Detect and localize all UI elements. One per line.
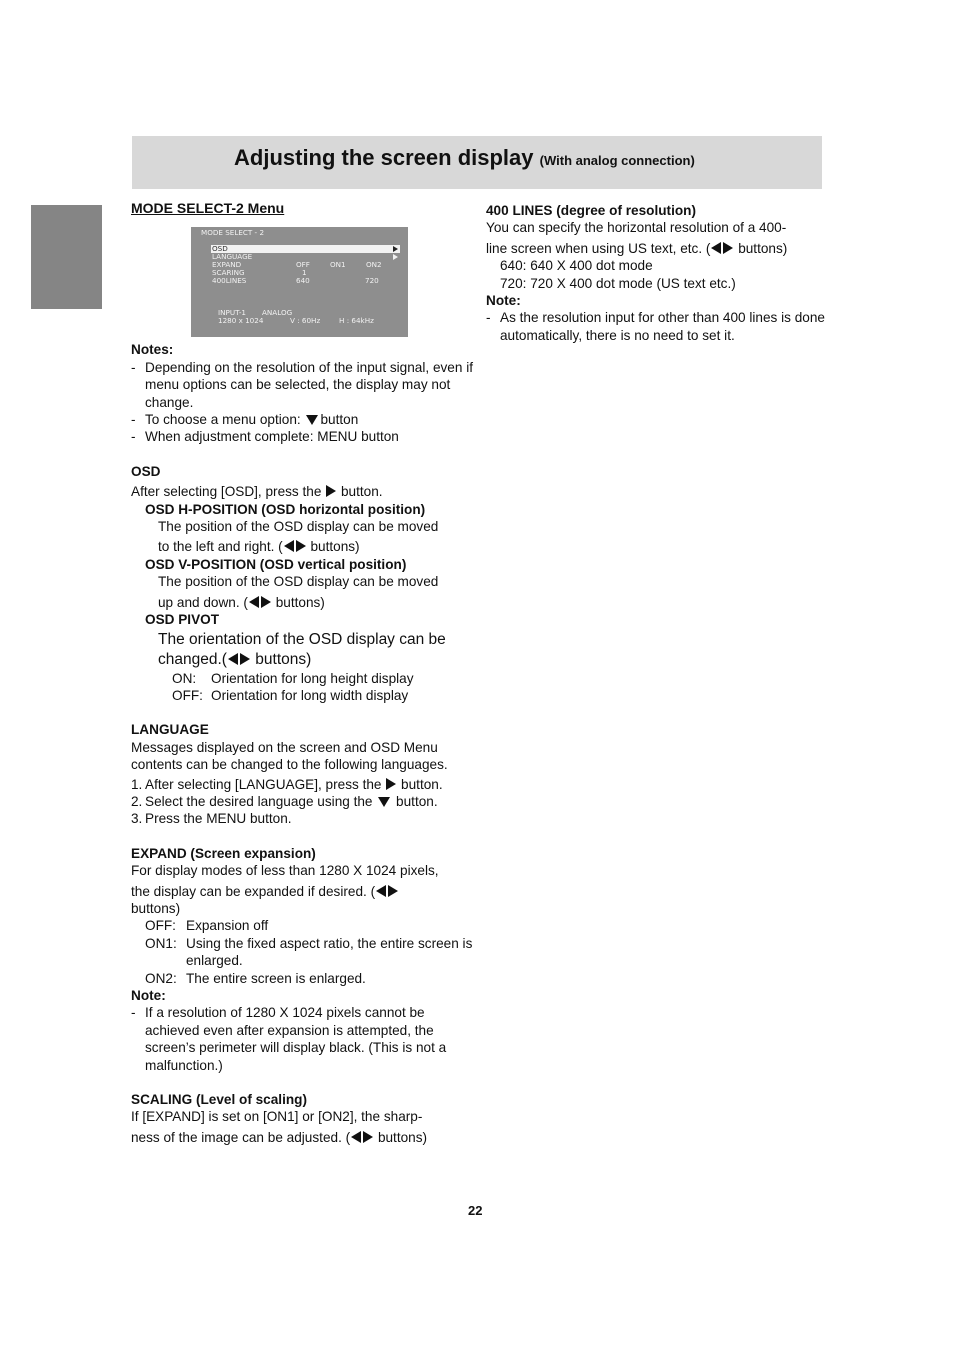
right-column — [486, 200, 826, 344]
title-subtitle: (With analog connection) — [539, 153, 695, 168]
step-text: After selecting [LANGUAGE], press the — [145, 776, 382, 792]
pivot-text-part: changed.( — [158, 650, 227, 668]
note-text: To choose a menu option: — [145, 412, 301, 428]
expand-option — [131, 917, 476, 934]
lines-option: 640: 640 X 400 dot mode — [500, 258, 653, 274]
osd-item-expand: EXPAND — [212, 260, 242, 270]
scaling-heading: SCALING (Level of scaling) — [131, 1092, 307, 1108]
language-step — [131, 793, 476, 810]
osd-intro — [131, 483, 476, 500]
expand-text — [131, 883, 476, 900]
option-label: ON1: — [145, 935, 177, 951]
osd-item-language: LANGUAGE — [212, 252, 253, 262]
step-number: 3. — [131, 811, 143, 827]
option-text: Expansion off — [186, 918, 269, 934]
osd-item-400lines: 400LINES — [212, 276, 247, 286]
osd-intro-text: button. — [340, 484, 383, 500]
osd-input: INPUT-1 — [218, 308, 246, 318]
osd-menu-illustration — [191, 227, 408, 337]
left-arrow-icon — [376, 885, 386, 897]
left-arrow-icon — [249, 596, 259, 608]
note-item: - When adjustment complete: MENU button — [131, 428, 476, 445]
scaling-text — [131, 1129, 476, 1146]
hpos-text-part: to the left and right. ( — [158, 539, 283, 555]
pivot-heading: OSD PIVOT — [145, 612, 220, 628]
page-title — [234, 144, 695, 175]
title-text: Adjusting the screen display — [234, 145, 534, 170]
option-label: ON2: — [145, 970, 177, 986]
expand-text: buttons) — [131, 900, 181, 916]
osd-lines-640: 640 — [296, 276, 310, 286]
step-text: button. — [396, 793, 438, 809]
lines-text — [486, 240, 826, 257]
lines-option: 720: 720 X 400 dot mode (US text etc.) — [500, 275, 736, 291]
hpos-text-part: buttons) — [310, 539, 360, 555]
language-step — [131, 776, 476, 793]
pivot-off — [131, 687, 476, 704]
step-text: Press the MENU button. — [145, 811, 292, 827]
osd-item-osd: OSD — [212, 244, 228, 254]
osd-resolution: 1280 x 1024 — [218, 316, 264, 326]
note-text: button — [320, 412, 359, 428]
expand-heading: EXPAND (Screen expansion) — [131, 845, 316, 861]
expand-option — [131, 970, 476, 987]
vpos-text-part: buttons) — [275, 594, 325, 610]
pivot-text — [131, 650, 476, 670]
right-arrow-icon — [723, 242, 733, 254]
pivot-text-part: buttons) — [255, 650, 312, 668]
right-arrow-icon — [261, 596, 271, 608]
vpos-heading: OSD V-POSITION (OSD vertical position) — [145, 556, 407, 572]
page-number: 22 — [468, 1203, 483, 1218]
osd-hfreq: H : 64kHz — [339, 316, 374, 326]
step-number: 1. — [131, 776, 143, 792]
osd-expand-off: OFF — [296, 260, 310, 270]
hpos-heading: OSD H-POSITION (OSD horizontal position) — [145, 501, 426, 517]
right-arrow-icon — [388, 885, 398, 897]
pivot-on — [131, 670, 476, 687]
expand-note-heading: Note: — [131, 988, 166, 1003]
note-item: - Depending on the resolution of the input signal, even if menu options can be selected, the display may not change. — [131, 359, 476, 411]
pivot-text: The orientation of the OSD display can be — [158, 630, 446, 648]
right-arrow-icon — [386, 778, 396, 790]
right-arrow-icon — [240, 653, 250, 665]
notes-heading: Notes: — [131, 342, 174, 358]
vpos-text — [131, 594, 476, 611]
expand-text-part: the display can be expanded if desired. ( — [131, 883, 376, 899]
lines-note: - As the resolution input for other than 400 lines is done automatically, there is no need to set it. — [486, 309, 826, 344]
osd-analog: ANALOG — [262, 308, 293, 318]
option-label: OFF: — [145, 918, 176, 934]
osd-expand-on2: ON2 — [366, 260, 382, 270]
left-arrow-icon — [284, 540, 294, 552]
language-step — [131, 810, 476, 827]
vpos-text: The position of the OSD display can be moved — [158, 574, 439, 590]
expand-text: For display modes of less than 1280 X 1024 pixels, — [131, 863, 439, 879]
pivot-on-label: ON: — [172, 670, 197, 686]
hpos-text — [131, 538, 476, 555]
scaling-text: If [EXPAND] is set on [ON1] or [ON2], the sharp- — [131, 1109, 423, 1125]
hpos-text: The position of the OSD display can be moved — [158, 519, 439, 535]
section-tab — [31, 205, 102, 309]
osd-item-scaring: SCARING — [212, 268, 245, 278]
expand-note: - If a resolution of 1280 X 1024 pixels cannot be achieved even after expansion is attempted, the screen’s perimeter will display black. (This is not a malfunction.) — [131, 1004, 476, 1074]
vpos-text-part: up and down. ( — [158, 594, 248, 610]
step-text: Select the desired language using the — [145, 793, 373, 809]
lines-heading: 400 LINES (degree of resolution) — [486, 203, 696, 218]
scaling-text-part: ness of the image can be adjusted. ( — [131, 1129, 351, 1145]
pivot-on-text: Orientation for long height display — [211, 670, 414, 686]
lines-text: You can specify the horizontal resolution of a 400- — [486, 220, 787, 236]
right-arrow-icon — [363, 1131, 373, 1143]
expand-option — [131, 935, 476, 970]
pivot-off-label: OFF: — [172, 687, 203, 703]
option-text: The entire screen is enlarged. — [186, 970, 366, 986]
osd-right-arrow-icon — [393, 254, 398, 260]
osd-heading: OSD — [131, 463, 161, 479]
left-arrow-icon — [228, 653, 238, 665]
language-text: contents can be changed to the following languages. — [131, 757, 448, 773]
step-number: 2. — [131, 793, 143, 809]
left-arrow-icon — [351, 1131, 361, 1143]
osd-expand-on1: ON1 — [330, 260, 346, 270]
scaling-text-part: buttons) — [377, 1129, 428, 1145]
osd-menu-title: MODE SELECT - 2 — [201, 228, 265, 238]
down-arrow-icon — [378, 797, 390, 807]
osd-lines-720: 720 — [365, 276, 379, 286]
down-arrow-icon — [306, 415, 318, 425]
osd-right-arrow-icon — [393, 246, 398, 252]
language-heading: LANGUAGE — [131, 722, 209, 738]
pivot-off-text: Orientation for long width display — [211, 687, 409, 703]
option-text: Using the fixed aspect ratio, the entire screen is enlarged. — [186, 935, 473, 969]
note-item — [131, 411, 476, 428]
lines-text-part: buttons) — [738, 240, 788, 256]
mode-select-heading: MODE SELECT-2 Menu — [131, 200, 285, 216]
left-arrow-icon — [711, 242, 721, 254]
lines-text-part: line screen when using US text, etc. ( — [486, 240, 711, 256]
left-column — [131, 200, 476, 1146]
language-text: Messages displayed on the screen and OSD Menu — [131, 739, 438, 755]
step-text: button. — [401, 776, 443, 792]
lines-note-heading: Note: — [486, 293, 521, 309]
osd-vfreq: V : 60Hz — [290, 316, 321, 326]
right-arrow-icon — [326, 485, 336, 497]
right-arrow-icon — [296, 540, 306, 552]
osd-intro-text: After selecting [OSD], press the — [131, 484, 322, 500]
osd-scaring-value: 1 — [302, 268, 307, 278]
